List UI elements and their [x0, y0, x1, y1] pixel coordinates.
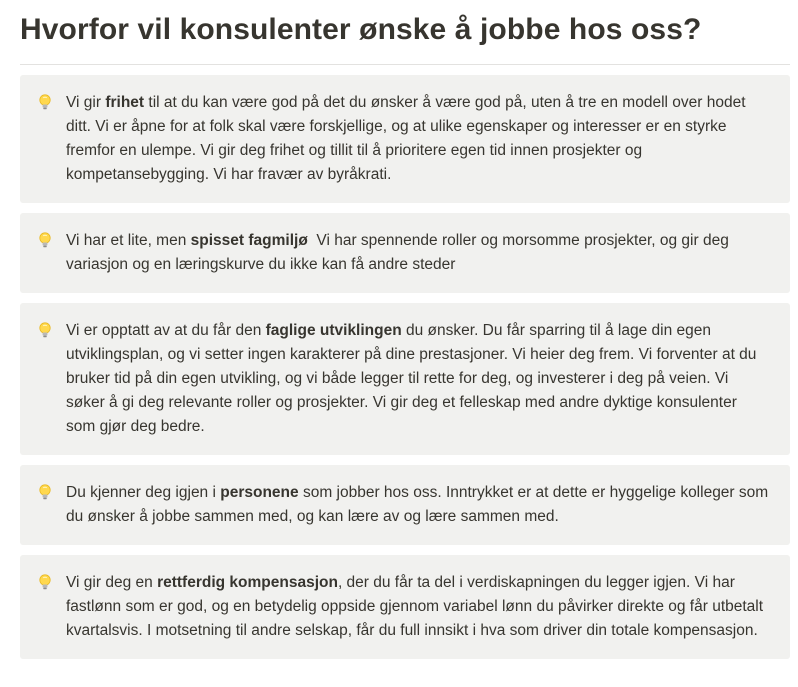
callout-kompensasjon — [20, 555, 790, 659]
lightbulb-icon — [36, 93, 54, 111]
lightbulb-icon — [36, 321, 54, 339]
callout-utvikling — [20, 303, 790, 455]
divider — [20, 64, 790, 65]
callout-highlight: personene — [220, 484, 299, 501]
callout-fagmiljo — [20, 213, 790, 293]
callout-frihet — [20, 75, 790, 203]
lightbulb-icon — [36, 483, 54, 501]
callout-text: Vi har et lite, men spisset fagmiljø Vi har spennende roller og morsomme prosjekter, og gir deg variasjon og en læringskurve du ikke kan få andre steder — [66, 232, 734, 273]
page-title: Hvorfor vil konsulenter ønske å jobbe hos oss? — [20, 13, 702, 46]
callout-highlight: rettferdig kompensasjon — [157, 574, 338, 591]
callout-text: Vi gir frihet til at du kan være god på det du ønsker å være god på, uten å tre en modell over hodet ditt. Vi er åpne for at folk skal være forskjellige, og at ulike egenskaper og interesser er en styrke fremfor en ulempe. Vi gir deg frihet og tillit til å prioritere egen tid innen prosjekter og kompetansebygging. Vi har fravær av byråkrati. — [66, 94, 746, 183]
lightbulb-icon — [36, 231, 54, 249]
callout-highlight: frihet — [105, 94, 145, 111]
callout-highlight: spisset fagmiljø — [190, 232, 308, 249]
lightbulb-icon — [36, 573, 54, 591]
callout-text: Vi er opptatt av at du får den faglige utviklingen du ønsker. Du får sparring til å lage din egen utviklingsplan, og vi setter ingen karakterer på dine prestasjoner. Vi heier deg frem. Vi forventer at du bruker tid på din egen utvikling, og vi både legger til rette for deg, og investerer i deg på veien. Vi søker å gi deg relevante roller og prosjekter. Vi gir deg et felleskap med andre dyktige konsulenter som gjør deg bedre. — [66, 322, 757, 435]
callout-personene — [20, 465, 790, 545]
callout-text: Du kjenner deg igjen i personene som jobber hos oss. Inntrykket er at dette er hyggelige kolleger som du ønsker å jobbe sammen med, og kan lære av og lære sammen med. — [66, 484, 769, 525]
callout-highlight: faglige utviklingen — [265, 322, 402, 339]
callout-text: Vi gir deg en rettferdig kompensasjon, der du får ta del i verdiskapningen du legger igjen. Vi har fastlønn som er god, og en betydelig oppside gjennom variabel lønn du påvirker direkte og får utbetalt kvartalsvis. I motsetning til andre selskap, får du full innsikt i hva som driver din totale kompensasjon. — [66, 574, 764, 639]
